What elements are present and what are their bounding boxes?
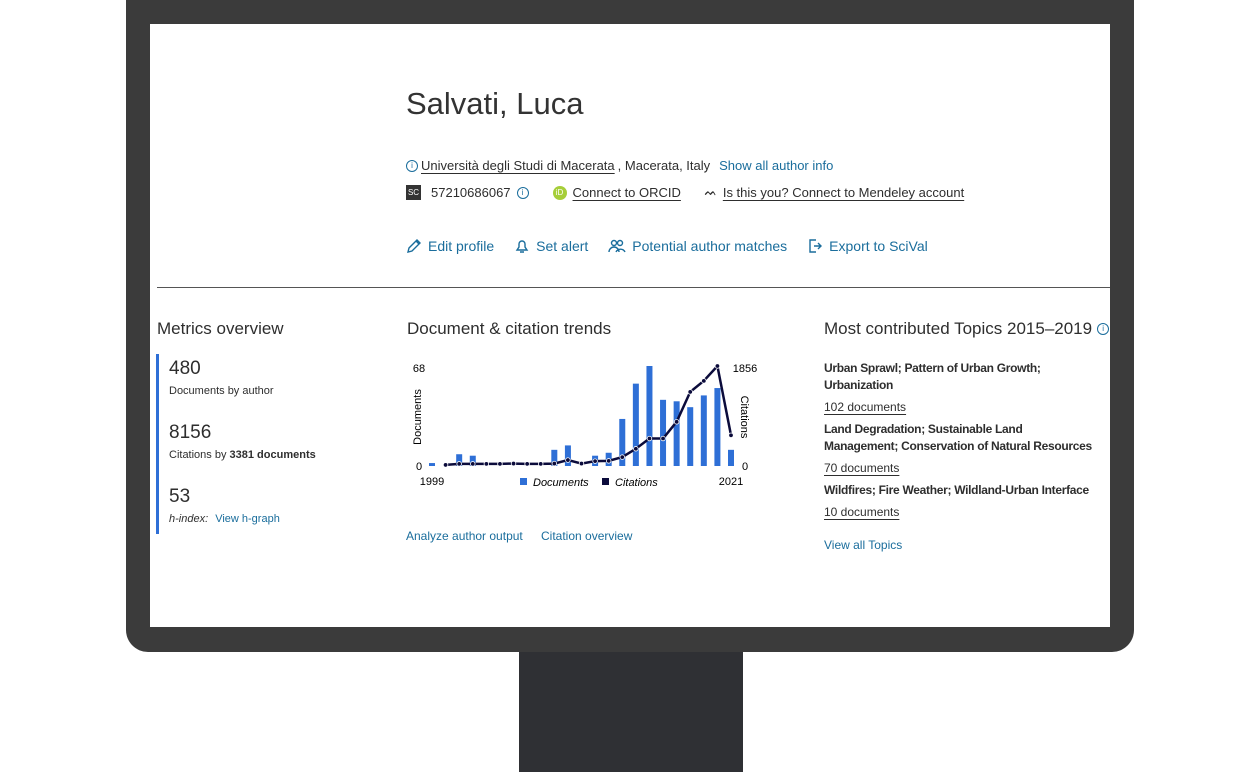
citations-point-2013 xyxy=(620,455,625,460)
citations-point-2010 xyxy=(579,461,584,466)
citation-overview-link[interactable]: Citation overview xyxy=(541,529,633,543)
orcid-icon: iD xyxy=(553,186,567,200)
citations-point-2012 xyxy=(606,459,611,464)
citations-point-2001 xyxy=(457,462,462,467)
export-icon xyxy=(807,238,823,254)
citations-label: Citations by xyxy=(169,449,230,461)
topics-header xyxy=(824,319,1109,339)
topic-name: Wildfires; Fire Weather; Wildland-Urban Interface xyxy=(824,483,1089,497)
legend-documents-swatch xyxy=(520,478,527,485)
label: Export to SciVal xyxy=(829,238,928,254)
topic-name: Urban Sprawl; Pattern of Urban Growth; Urbanization xyxy=(824,361,1041,392)
analyze-author-output-link[interactable]: Analyze author output xyxy=(406,529,523,543)
topic-documents-link[interactable]: 10 documents xyxy=(824,505,900,519)
set-alert-button[interactable] xyxy=(514,238,588,254)
citations-point-2007 xyxy=(538,462,543,467)
x-tick-last: 2021 xyxy=(718,476,744,488)
show-all-author-info-link[interactable]: Show all author info xyxy=(719,158,834,173)
label: Edit profile xyxy=(428,238,495,254)
potential-author-matches-button[interactable] xyxy=(608,238,787,254)
citations-point-2020 xyxy=(715,364,720,369)
documents-bar-2018 xyxy=(687,407,693,466)
connect-orcid-link[interactable]: Connect to ORCID xyxy=(572,185,681,200)
info-icon[interactable]: i xyxy=(1097,323,1109,335)
connect-mendeley-link[interactable]: Is this you? Connect to Mendeley account xyxy=(722,185,965,200)
monitor-stand xyxy=(519,652,743,772)
scopus-id: 57210686067 xyxy=(431,185,511,200)
bell-icon xyxy=(514,238,530,254)
scopus-icon: SC xyxy=(406,185,421,200)
topics-title: Most contributed Topics 2015–2019 xyxy=(824,319,1093,338)
citations-point-2017 xyxy=(674,420,679,425)
export-to-scival-button[interactable] xyxy=(807,238,928,254)
citations-point-2015 xyxy=(647,436,652,441)
topic-documents-link[interactable]: 70 documents xyxy=(824,461,900,475)
documents-bar-2019 xyxy=(701,395,707,466)
action-bar xyxy=(406,238,928,254)
citations-point-2018 xyxy=(688,390,693,395)
pencil-icon xyxy=(406,238,422,254)
citations-point-2009 xyxy=(566,458,571,463)
y2-tick-max: 1856 xyxy=(732,363,758,375)
ids-row xyxy=(406,185,964,200)
citations-point-2008 xyxy=(552,461,557,466)
y-tick-min: 0 xyxy=(415,461,423,473)
citations-point-2006 xyxy=(525,462,530,467)
topics-list xyxy=(824,360,1108,552)
topic-name: Land Degradation; Sustainable Land Management; Conservation of Natural Resources xyxy=(824,422,1092,453)
documents-bar-2017 xyxy=(674,401,680,466)
affiliation-row xyxy=(406,158,833,173)
citations-point-2011 xyxy=(593,459,598,464)
x-tick-first: 1999 xyxy=(419,476,445,488)
citations-point-2003 xyxy=(484,462,489,467)
author-name: Salvati, Luca xyxy=(406,86,584,121)
citations-point-2000 xyxy=(443,463,448,468)
citations-point-2021 xyxy=(729,433,734,438)
hindex-metric xyxy=(169,486,280,525)
trends-chart xyxy=(400,350,770,500)
hindex-value: 53 xyxy=(169,486,191,507)
info-icon: i xyxy=(517,187,529,199)
citations-point-2004 xyxy=(498,462,503,467)
documents-bar-1999 xyxy=(429,463,435,466)
affiliation-link[interactable]: Università degli Studi di Macerata xyxy=(421,158,615,173)
citations-point-2016 xyxy=(661,436,666,441)
label: Potential author matches xyxy=(632,238,788,254)
view-h-graph-link[interactable]: View h-graph xyxy=(215,513,280,525)
citations-point-2019 xyxy=(702,379,707,384)
edit-profile-button[interactable] xyxy=(406,238,494,254)
legend-citations-swatch xyxy=(602,478,609,485)
documents-metric xyxy=(169,358,274,397)
trends-title: Document & citation trends xyxy=(407,319,612,338)
documents-bar-2020 xyxy=(714,388,720,466)
affiliation-location: , Macerata, Italy xyxy=(617,158,711,173)
legend-documents: Documents xyxy=(533,477,589,489)
mendeley-icon: ᨓ xyxy=(704,187,717,198)
metrics-overview-title: Metrics overview xyxy=(157,319,284,338)
citations-point-2002 xyxy=(470,462,475,467)
info-icon: i xyxy=(406,160,418,172)
citations-point-2005 xyxy=(511,461,516,466)
y2-axis-label: Citations xyxy=(738,395,750,439)
legend-citations: Citations xyxy=(615,477,658,489)
documents-bar-2009 xyxy=(565,445,571,466)
people-icon xyxy=(608,238,626,254)
view-all-topics-link[interactable]: View all Topics xyxy=(824,538,903,552)
documents-count: 480 xyxy=(169,358,201,379)
hindex-label: h-index: xyxy=(169,513,209,525)
documents-bar-2014 xyxy=(633,384,639,466)
citations-point-2014 xyxy=(634,446,639,451)
documents-label: Documents by author xyxy=(169,385,274,397)
citations-metric xyxy=(169,422,316,461)
topic-documents-link[interactable]: 102 documents xyxy=(824,400,907,414)
documents-bar-2021 xyxy=(728,450,734,466)
citations-docs: 3381 documents xyxy=(229,449,316,461)
divider xyxy=(157,287,1110,288)
citations-count: 8156 xyxy=(169,422,212,443)
metrics-accent-bar xyxy=(156,354,159,534)
y-tick-max: 68 xyxy=(412,363,426,375)
documents-bar-2016 xyxy=(660,400,666,466)
y2-tick-min: 0 xyxy=(741,461,749,473)
y-axis-label: Documents xyxy=(412,389,424,445)
documents-bar-2015 xyxy=(646,366,652,466)
label: Set alert xyxy=(536,238,589,254)
